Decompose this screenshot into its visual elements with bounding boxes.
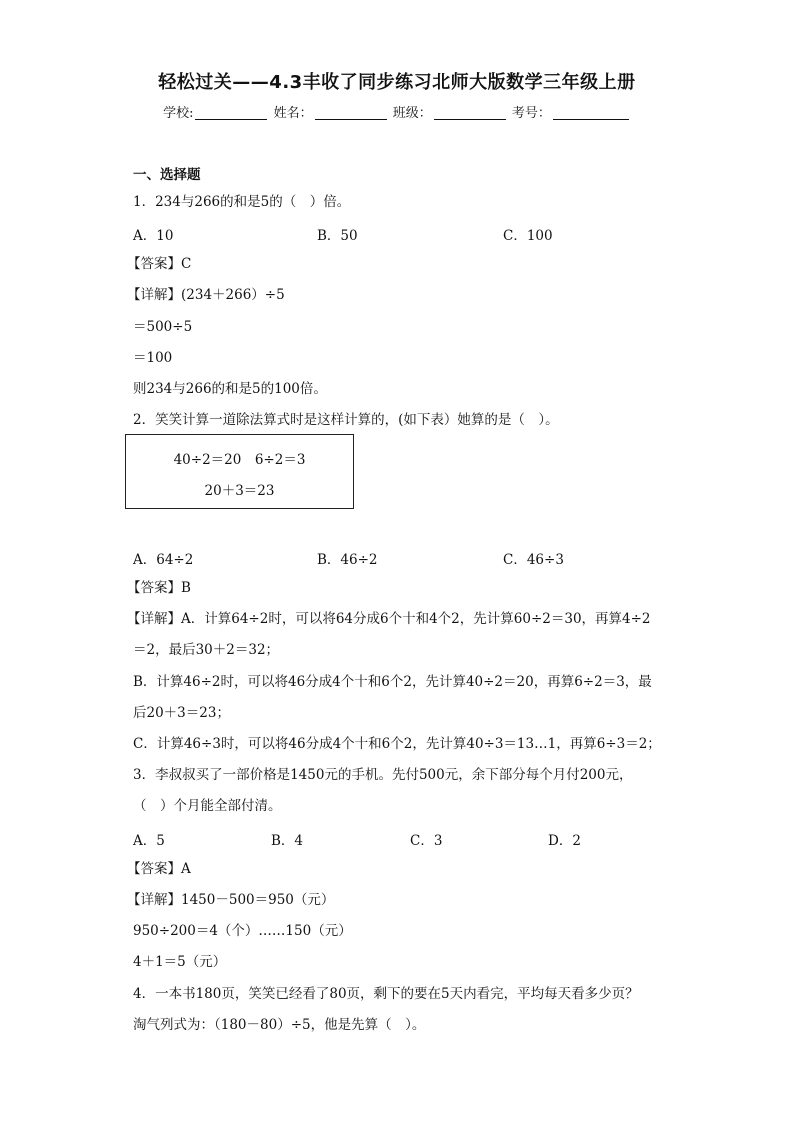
q3-detail-2: 950÷200＝4（个）……150（元） xyxy=(133,923,352,939)
q1-stem: 1．234与266的和是5的（ ）倍。 xyxy=(133,194,351,210)
q1-detail-3: ＝100 xyxy=(133,350,173,366)
q2-detail-3: B．计算46÷2时，可以将46分成4个十和6个2，先计算40÷2＝20，再算6÷2＝3，最 xyxy=(133,674,652,690)
page-title: 轻松过关——4.3丰收了同步练习北师大版数学三年级上册 xyxy=(158,72,636,93)
q3-option-a: A．5 xyxy=(133,833,165,849)
q2-calculation-box xyxy=(125,434,354,509)
q2-box-line-1: 40÷2＝20 6÷2＝3 xyxy=(173,452,306,468)
q2-option-a: A．64÷2 xyxy=(133,552,194,568)
q2-option-b: B．46÷2 xyxy=(317,552,378,568)
q1-option-c: C．100 xyxy=(503,228,553,244)
name-blank[interactable] xyxy=(315,105,387,120)
q3-detail-3: 4＋1＝5（元） xyxy=(133,954,227,970)
q4-stem-1: 4．一本书180页，笑笑已经看了80页，剩下的要在5天内看完，平均每天看多少页？ xyxy=(133,986,639,1002)
q1-detail-1: 【详解】(234＋266）÷5 xyxy=(127,287,285,303)
q2-detail-2: ＝2，最后30＋2＝32； xyxy=(133,642,280,658)
school-blank[interactable] xyxy=(195,105,267,120)
school-label: 学校: xyxy=(163,106,194,121)
q3-option-d: D．2 xyxy=(548,833,581,849)
q2-detail-1: 【详解】A．计算64÷2时，可以将64分成6个十和4个2，先计算60÷2＝30，再算4÷2 xyxy=(127,611,651,627)
q4-stem-2: 淘气列式为：（180－80）÷5，他是先算（ ）。 xyxy=(133,1017,426,1033)
q1-detail-2: ＝500÷5 xyxy=(133,319,193,335)
section-heading: 一、选择题 xyxy=(133,167,201,183)
q1-option-b: B．50 xyxy=(317,228,358,244)
q1-option-a: A．10 xyxy=(133,228,174,244)
q2-detail-4: 后20＋3＝23； xyxy=(133,705,230,721)
q3-option-c: C．3 xyxy=(410,833,443,849)
q2-stem: 2．笑笑计算一道除法算式时是这样计算的，(如下表）她算的是（ ）。 xyxy=(133,412,559,428)
q2-box-line-2: 20＋3＝23 xyxy=(204,483,275,499)
q1-answer: 【答案】C xyxy=(127,256,192,272)
q2-option-c: C．46÷3 xyxy=(503,552,564,568)
student-info-row xyxy=(0,102,794,121)
q1-detail-4: 则234与266的和是5的100倍。 xyxy=(133,381,327,397)
q2-detail-5: C．计算46÷3时，可以将46分成4个十和6个2，先计算40÷3＝13…1，再算6÷3＝2； xyxy=(133,736,661,752)
q3-answer: 【答案】A xyxy=(127,861,191,877)
q3-stem-1: 3．李叔叔买了一部价格是1450元的手机。先付500元，余下部分每个月付200元， xyxy=(133,767,633,783)
name-label: 姓名： xyxy=(273,106,313,121)
q3-option-b: B．4 xyxy=(271,833,304,849)
number-blank[interactable] xyxy=(553,105,629,120)
class-blank[interactable] xyxy=(434,105,506,120)
q2-answer: 【答案】B xyxy=(127,580,191,596)
class-label: 班级： xyxy=(392,106,432,121)
q3-detail-1: 【详解】1450－500＝950（元） xyxy=(127,892,335,908)
q3-stem-2: （ ）个月能全部付清。 xyxy=(133,798,282,814)
number-label: 考号： xyxy=(511,106,551,121)
